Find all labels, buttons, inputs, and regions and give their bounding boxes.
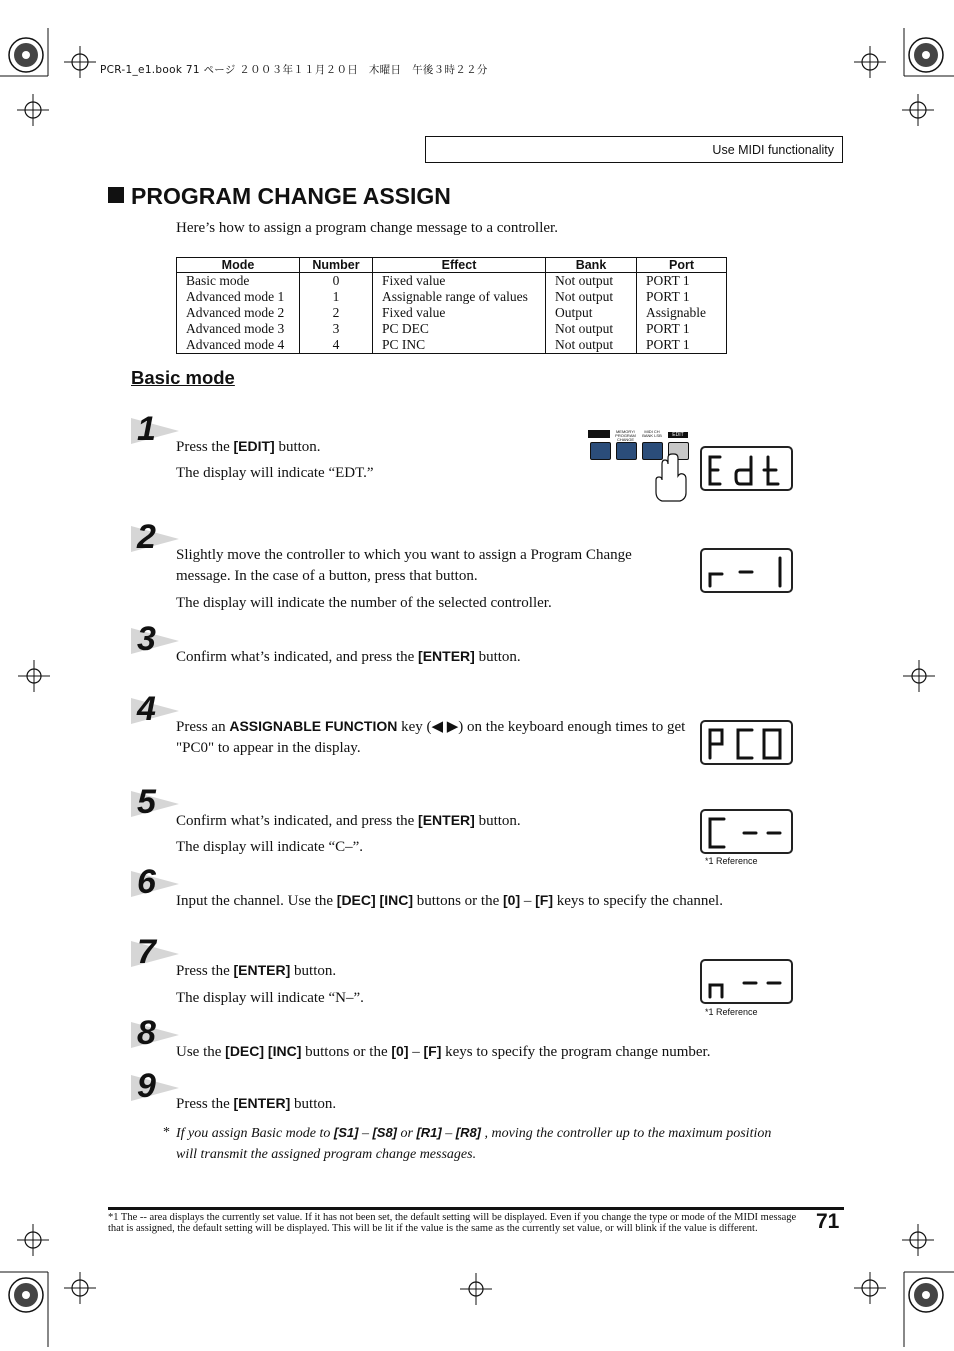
crop-mark-icon <box>0 28 130 148</box>
step-number: 8 <box>131 1018 179 1054</box>
step-1-text: Press the [EDIT] button. <box>176 438 321 455</box>
panel-label-midi-ch: MIDI CH BANK LSB <box>642 429 662 438</box>
table-row <box>177 289 727 305</box>
lcd-display-c <box>700 809 793 854</box>
panel-label-memory: MEMORY/ PROGRAM CHANGE <box>615 429 636 442</box>
step-6-text: Input the channel. Use the [DEC] [INC] buttons or the [0] – [F] keys to specify the channel. <box>176 892 723 909</box>
page-number: 71 <box>816 1210 840 1233</box>
lcd-display-n <box>700 959 793 1004</box>
note-asterisk: * <box>163 1125 170 1140</box>
crop-mark-icon <box>824 28 954 148</box>
step-5-text: Confirm what’s indicated, and press the [ENTER] button. <box>176 812 521 829</box>
note <box>163 1122 783 1165</box>
crosshair-mark-left-icon <box>18 660 50 692</box>
table-row <box>177 305 727 321</box>
table-cell: PORT 1 <box>637 273 727 290</box>
display-glyphs-r1 <box>702 550 795 595</box>
step-number: 7 <box>131 937 179 973</box>
section-title <box>108 183 451 210</box>
footer-rule <box>108 1207 844 1210</box>
table-cell: PC INC <box>373 337 546 354</box>
panel-label-edit: EDIT <box>668 432 688 438</box>
table-cell: Not output <box>546 321 637 337</box>
step-7-result: The display will indicate “N–”. <box>176 990 364 1006</box>
panel-label <box>588 430 610 438</box>
panel-button <box>590 442 611 460</box>
table-cell: Advanced mode 2 <box>177 305 300 321</box>
table-row <box>177 337 727 354</box>
subheading-basic-mode: Basic mode <box>131 367 235 388</box>
intro-text: Here’s how to assign a program change message to a controller. <box>176 220 558 236</box>
step-number: 6 <box>131 867 179 903</box>
table-cell: Not output <box>546 337 637 354</box>
lcd-display-edt <box>700 446 793 491</box>
table-row <box>177 321 727 337</box>
step-number: 9 <box>131 1071 179 1107</box>
print-header: PCR-1_e1.book 71 ページ ２００３年１１月２０日 木曜日 午後３時２２分 <box>100 64 488 76</box>
step-7-text: Press the [ENTER] button. <box>176 962 337 979</box>
table-cell: PORT 1 <box>637 337 727 354</box>
square-bullet-icon <box>108 187 124 203</box>
panel-button <box>616 442 637 460</box>
step-9-text: Press the [ENTER] button. <box>176 1095 337 1112</box>
column-header: Bank <box>546 258 637 273</box>
step-8-text: Use the [DEC] [INC] buttons or the [0] – [F] keys to specify the program change number. <box>176 1043 711 1060</box>
step-1-result: The display will indicate “EDT.” <box>176 465 374 481</box>
lcd-display-pc0 <box>700 720 793 765</box>
table-cell: Output <box>546 305 637 321</box>
table-cell: 0 <box>300 273 373 290</box>
column-header: Port <box>637 258 727 273</box>
table-cell: 3 <box>300 321 373 337</box>
table-cell: 4 <box>300 337 373 354</box>
step-number: 2 <box>131 522 179 558</box>
step-number: 1 <box>131 414 179 450</box>
reference-note: *1 Reference <box>705 856 758 866</box>
table-row <box>177 273 727 290</box>
reference-note: *1 Reference <box>705 1007 758 1017</box>
table-cell: Advanced mode 1 <box>177 289 300 305</box>
section-title-text: PROGRAM CHANGE ASSIGN <box>131 183 451 209</box>
crop-mark-icon <box>0 1222 130 1347</box>
display-glyphs-edt <box>702 448 795 493</box>
table-cell: Fixed value <box>373 273 546 290</box>
crosshair-mark-right-icon <box>903 660 935 692</box>
crosshair-mark-bottom-icon <box>460 1273 492 1305</box>
note-body: If you assign Basic mode to [S1] – [S8] or [R1] – [R8] , moving the controller up to the maximum position will transmit the assigned program change messages. <box>176 1125 772 1162</box>
lcd-display-r1 <box>700 548 793 593</box>
table-cell: PORT 1 <box>637 289 727 305</box>
table-cell: Advanced mode 4 <box>177 337 300 354</box>
table-cell: Basic mode <box>177 273 300 290</box>
table-cell: Advanced mode 3 <box>177 321 300 337</box>
table-cell: 2 <box>300 305 373 321</box>
table-cell: Fixed value <box>373 305 546 321</box>
column-header: Number <box>300 258 373 273</box>
table-cell: Not output <box>546 273 637 290</box>
table-cell: PC DEC <box>373 321 546 337</box>
step-5-result: The display will indicate “C–”. <box>176 839 364 855</box>
column-header: Mode <box>177 258 300 273</box>
step-3-text: Confirm what’s indicated, and press the [ENTER] button. <box>176 648 521 665</box>
footnote: *1 The -- area displays the currently set value. If it has not been set, the default setting will be displayed. Even if you change the type or mode of the MIDI message that is assigned, the default setting will be displayed. This will be lit if the value is the same as the currently set value, or will blink if the value is different. <box>108 1212 797 1234</box>
display-glyphs-c <box>702 811 795 856</box>
step-2-text: Slightly move the controller to which you want to assign a Program Change message. In the case of a button, press that button. <box>176 547 632 584</box>
step-number: 5 <box>131 787 179 823</box>
column-header: Effect <box>373 258 546 273</box>
step-number: 3 <box>131 624 179 660</box>
step-2-result: The display will indicate the number of the selected controller. <box>176 595 552 611</box>
mode-table <box>176 257 727 354</box>
table-cell: 1 <box>300 289 373 305</box>
table-cell: Not output <box>546 289 637 305</box>
table-cell: PORT 1 <box>637 321 727 337</box>
pointing-hand-icon <box>652 450 692 502</box>
step-4-text: Press an ASSIGNABLE FUNCTION key (◀ ▶) on the keyboard enough times to get "PC0" to appear in the display. <box>176 718 686 756</box>
step-number: 4 <box>131 694 179 730</box>
table-cell: Assignable range of values <box>373 289 546 305</box>
display-glyphs-pc0 <box>702 722 795 767</box>
crop-mark-icon <box>824 1222 954 1347</box>
table-cell: Assignable <box>637 305 727 321</box>
table-header-row <box>177 258 727 273</box>
running-header: Use MIDI functionality <box>425 136 843 163</box>
edit-button-panel-illustration <box>588 430 694 502</box>
display-glyphs-n <box>702 961 795 1006</box>
